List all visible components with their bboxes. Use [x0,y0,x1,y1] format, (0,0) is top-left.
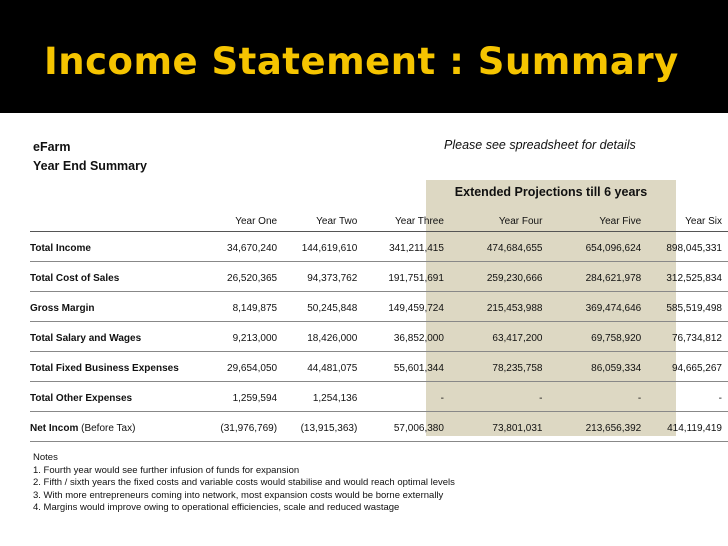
company-name: eFarm [33,140,71,154]
row-label: Total Fixed Business Expenses [30,356,188,382]
cell-value: 215,453,988 [452,296,557,322]
cell-value: 76,734,812 [651,326,728,352]
cell-value: 312,525,834 [651,266,728,292]
cell-value: 36,852,000 [363,326,452,352]
notes-heading: Notes [33,452,58,463]
note-item: 2. Fifth / sixth years the fixed costs and variable costs would stabilise and would reach optimal levels [33,477,455,488]
spreadsheet-note: Please see spreadsheet for details [444,138,636,152]
cell-value: - [363,386,452,412]
note-item: 3. With more entrepreneurs coming into network, most expansion costs would be borne externally [33,489,444,501]
cell-value: 898,045,331 [651,236,728,262]
row-label: Total Cost of Sales [30,266,188,292]
table-row [30,386,728,412]
cell-value: 26,520,365 [188,266,283,292]
cell-value: - [452,386,557,412]
row-label: Gross Margin [30,296,188,322]
cell-value: 1,254,136 [283,386,363,412]
cell-value: 86,059,334 [556,356,651,382]
cell-value: 34,670,240 [188,236,283,262]
cell-value: 94,665,267 [651,356,728,382]
cell-value: 474,684,655 [452,236,557,262]
cell-value: 57,006,380 [363,416,452,442]
column-header: Year Three [363,211,452,232]
cell-value: 69,758,920 [556,326,651,352]
cell-value: 414,119,419 [651,416,728,442]
row-label: Total Income [30,236,188,262]
cell-value: 144,619,610 [283,236,363,262]
cell-value: 18,426,000 [283,326,363,352]
column-header: Year Five [556,211,651,232]
cell-value: 94,373,762 [283,266,363,292]
cell-value: 1,259,594 [188,386,283,412]
table-row [30,416,728,442]
page-title: Income Statement : Summary [44,40,679,83]
row-label: Total Other Expenses [30,386,188,412]
extended-projection-title: Extended Projections till 6 years [454,185,648,199]
column-header: Year Six [651,211,728,232]
cell-value: 191,751,691 [363,266,452,292]
note-item: 1. Fourth year would see further infusion of funds for expansion [33,464,300,476]
cell-value: 8,149,875 [188,296,283,322]
title-banner [0,0,728,113]
income-summary-table [30,211,728,442]
cell-value: 73,801,031 [452,416,557,442]
table-row [30,296,728,322]
column-header: Year Four [452,211,557,232]
row-label: Total Salary and Wages [30,326,188,352]
cell-value: 585,519,498 [651,296,728,322]
cell-value: 55,601,344 [363,356,452,382]
column-header: Year Two [283,211,363,232]
note-item: 4. Margins would improve owing to operational efficiencies, scale and reduced wastage [33,502,400,513]
row-label: Net Incom (Before Tax) [30,416,188,442]
table-row [30,326,728,352]
column-header: Year One [188,211,283,232]
cell-value: 44,481,075 [283,356,363,382]
cell-value: 50,245,848 [283,296,363,322]
cell-value: - [651,386,728,412]
table-header-row [30,211,728,232]
report-subtitle: Year End Summary [33,159,147,173]
cell-value: 78,235,758 [452,356,557,382]
cell-value: (13,915,363) [283,416,363,442]
cell-value: 63,417,200 [452,326,557,352]
cell-value: 149,459,724 [363,296,452,322]
header-label-spacer [30,211,188,232]
table-row [30,356,728,382]
table-row [30,236,728,262]
cell-value: 213,656,392 [556,416,651,442]
cell-value: 9,213,000 [188,326,283,352]
table-row [30,266,728,292]
cell-value: 341,211,415 [363,236,452,262]
cell-value: 29,654,050 [188,356,283,382]
cell-value: 654,096,624 [556,236,651,262]
cell-value: - [556,386,651,412]
cell-value: (31,976,769) [188,416,283,442]
cell-value: 369,474,646 [556,296,651,322]
cell-value: 284,621,978 [556,266,651,292]
cell-value: 259,230,666 [452,266,557,292]
notes-section [33,452,455,515]
